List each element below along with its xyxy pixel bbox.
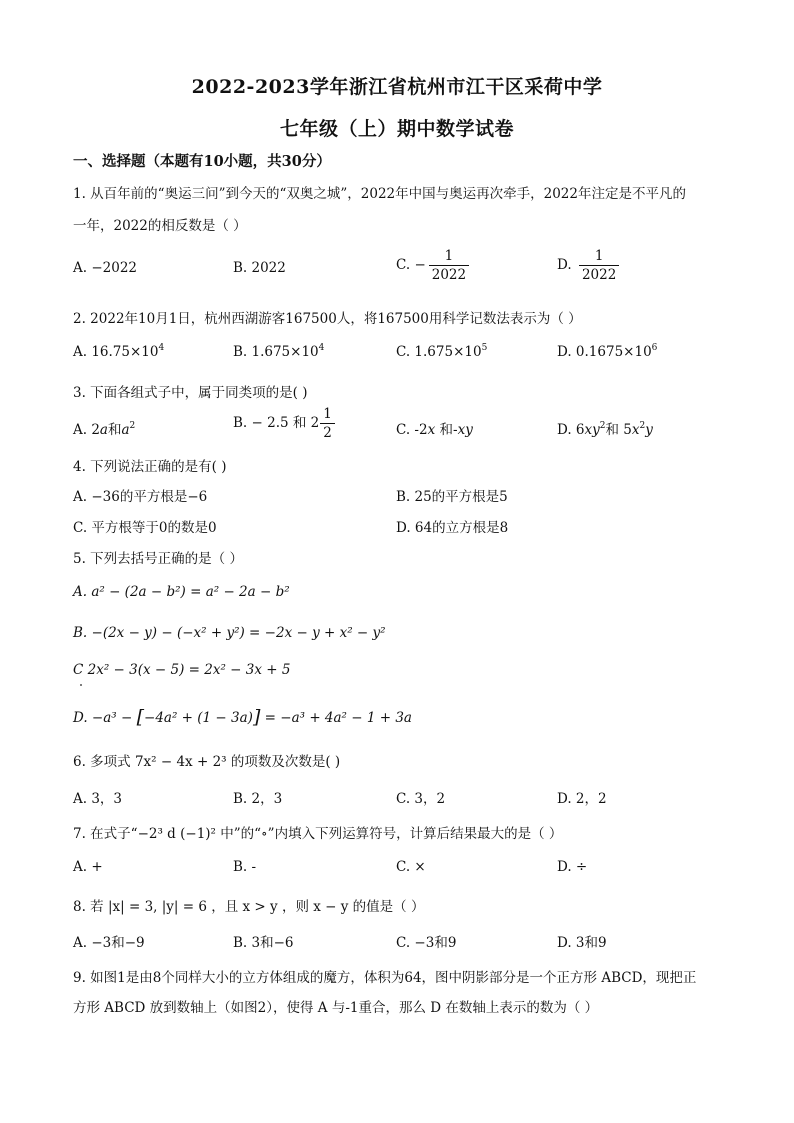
q8-option-d: D. 3和9	[557, 935, 607, 951]
exam-title-line1: 2022-2023学年浙江省杭州市江干区采荷中学	[191, 76, 603, 98]
q3-stem: 3. 下面各组式子中，属于同类项的是( )	[73, 385, 308, 401]
q1-c-sign: −	[414, 257, 426, 273]
q7-option-d: D. ÷	[557, 859, 588, 875]
q8-option-c: C. −3和9	[396, 935, 457, 951]
q3-option-d	[557, 418, 653, 438]
q2-d-text: D. 0.1675×10	[557, 344, 652, 360]
q5-stem: 5. 下列去括号正确的是（ ）	[73, 551, 243, 567]
q6-option-a: A. 3，3	[73, 791, 123, 807]
q1-option-b: B. 2022	[233, 260, 286, 276]
q4-stem: 4. 下列说法正确的是有( )	[73, 459, 227, 475]
q2-option-a	[73, 344, 164, 360]
q1-c-label: C.	[396, 257, 415, 273]
q2-d-exponent: 6	[651, 343, 658, 353]
q5-option-b: B. −(2x − y) − (−x² + y²) = −2x − y + x² − y²	[73, 625, 386, 641]
q5-d-left-bracket: [	[136, 706, 145, 728]
q3-c-text: C. -2	[396, 422, 428, 438]
q6-option-b: B. 2，3	[233, 791, 283, 807]
q6-option-c: C. 3，2	[396, 791, 446, 807]
q3-a-text: A. 2	[73, 422, 100, 438]
q3-d-exp2: 2	[639, 421, 646, 431]
q4-option-a: A. −36的平方根是−6	[73, 489, 208, 505]
q1-c-numerator: 1	[444, 248, 454, 264]
q1-option-d	[557, 248, 622, 283]
exam-title-line2: 七年级（上）期中数学试卷	[279, 118, 514, 140]
q3-c-var: x	[427, 422, 436, 438]
q5-option-d	[73, 706, 412, 728]
q1-d-label: D.	[557, 257, 576, 273]
q8-option-b: B. 3和−6	[233, 935, 294, 951]
q3-d-var3: y	[645, 422, 653, 438]
q3-option-c	[396, 418, 473, 438]
q7-option-c: C. ×	[396, 859, 426, 875]
stray-dot	[80, 684, 82, 686]
q3-d-mid: 和 5	[605, 422, 632, 438]
q4-option-b: B. 25的平方根是5	[396, 489, 508, 505]
q2-option-c	[396, 344, 487, 360]
q2-c-text: C. 1.675×10	[396, 344, 482, 360]
q1-c-fraction	[429, 248, 469, 283]
section-heading: 一、选择题（本题有10小题，共30分）	[73, 153, 331, 170]
q6-stem: 6. 多项式 7x² − 4x + 2³ 的项数及次数是( )	[73, 754, 341, 770]
q4-option-d: D. 64的立方根是8	[396, 520, 509, 536]
q8-stem: 8. 若 |x| = 3, |y| = 6 ，且 x > y ，则 x − y 的值是（ ）	[73, 899, 425, 915]
q7-stem: 7. 在式子“−2³ d (−1)² 中”的“∘”内填入下列运算符号，计算后结果最大的是（ ）	[73, 826, 563, 842]
q3-c-var2: xy	[457, 422, 473, 438]
q5-d-right-bracket: ]	[252, 706, 261, 728]
q7-option-a: A. +	[73, 859, 103, 875]
q5-option-a: A. a² − (2a − b²) = a² − 2a − b²	[73, 584, 290, 600]
q7-option-b: B. -	[233, 859, 257, 875]
q3-d-var2: x	[631, 422, 640, 438]
q1-stem-line1: 1. 从百年前的“奥运三问”到今天的“双奥之城”，2022年中国与奥运再次牵手，2022年注定是不平凡的	[73, 186, 686, 202]
q3-d-var1: xy	[584, 422, 600, 438]
q2-stem: 2. 2022年10月1日，杭州西湖游客167500人，将167500用科学记数法表示为（ ）	[73, 311, 582, 327]
q9-stem-line1: 9. 如图1是由8个同样大小的立方体组成的魔方，体积为64，图中阴影部分是一个正方形 ABCD，现把正	[73, 970, 697, 986]
q9-stem-line2: 方形 ABCD 放到数轴上（如图2），使得 A 与-1重合，那么 D 在数轴上表示的数为（ ）	[73, 1000, 599, 1016]
q1-d-denominator: 2022	[579, 265, 619, 283]
q3-d-exp1: 2	[599, 421, 606, 431]
q2-c-exponent: 5	[481, 343, 488, 353]
q2-b-text: B. 1.675×10	[233, 344, 319, 360]
q3-a-var2: a	[121, 422, 130, 438]
q3-a-exponent: 2	[129, 421, 136, 431]
q3-b-denominator: 2	[320, 423, 335, 441]
q2-a-exponent: 4	[158, 343, 165, 353]
q5-option-c: C 2x² − 3(x − 5) = 2x² − 3x + 5	[73, 662, 291, 678]
q5-d-text: D. −a³ −	[73, 710, 137, 726]
q3-d-text: D. 6	[557, 422, 585, 438]
q6-option-d: D. 2，2	[557, 791, 607, 807]
q5-d-inner: −4a² + (1 − 3a)	[144, 710, 253, 726]
q2-b-exponent: 4	[318, 343, 325, 353]
q1-stem-line2: 一年，2022的相反数是（ ）	[73, 218, 247, 234]
q3-a-mid: 和	[107, 422, 122, 438]
q1-c-denominator: 2022	[429, 265, 469, 283]
q5-d-tail: = −a³ + 4a² − 1 + 3a	[260, 710, 412, 726]
q3-b-numerator: 1	[323, 406, 332, 422]
q3-option-b	[233, 406, 338, 441]
q8-option-a: A. −3和−9	[73, 935, 145, 951]
q3-option-a	[73, 418, 135, 438]
q3-c-mid: 和-	[435, 422, 458, 438]
q4-option-c: C. 平方根等于0的数是0	[73, 520, 217, 536]
q1-d-fraction	[579, 248, 619, 283]
q3-b-fraction	[320, 406, 335, 441]
q1-option-c	[396, 248, 472, 283]
q2-a-text: A. 16.75×10	[73, 344, 159, 360]
q3-a-var: a	[99, 422, 108, 438]
q1-option-a: A. −2022	[73, 260, 137, 276]
q3-b-text: B. − 2.5 和 2	[233, 415, 320, 431]
q1-d-numerator: 1	[594, 248, 604, 264]
q2-option-d	[557, 344, 657, 360]
q2-option-b	[233, 344, 324, 360]
